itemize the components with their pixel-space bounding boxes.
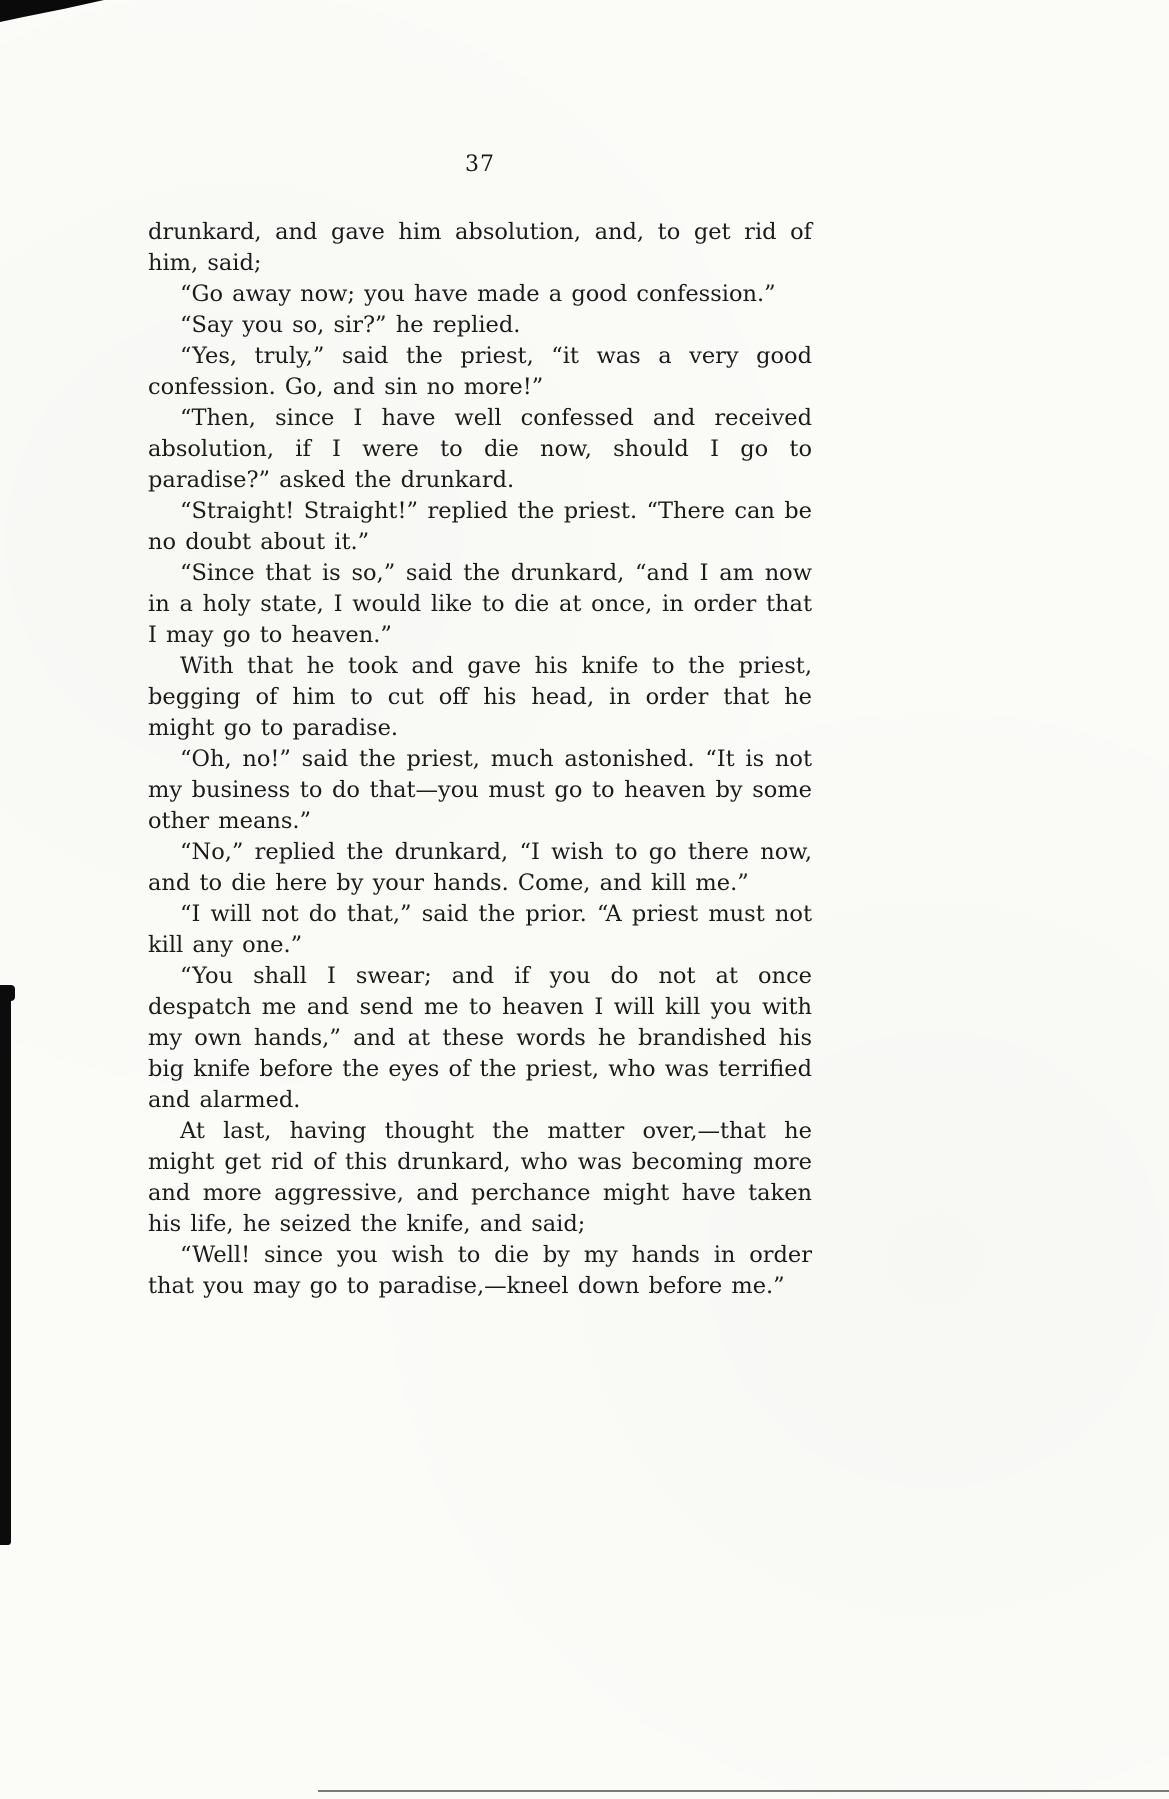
page-number: 37 [465,152,495,177]
paragraph: “Say you so, sir?” he replied. [180,312,521,338]
paragraph: drunkard, and gave him absolution, and, to get rid of him, said; [148,219,812,276]
paragraph: “Yes, truly,” said the priest, “it was a very good confession. Go, and sin no more!” [148,343,812,400]
paragraph: “Well! since you wish to die by my hands in order that you may go to paradise,—kneel down before me.” [148,1242,812,1299]
scan-artifact-bottom-rule [318,1790,1169,1792]
scan-artifact-corner [0,0,104,22]
paragraph: “Go away now; you have made a good confession.” [180,281,776,307]
paragraph: “Then, since I have well confessed and received absolution, if I were to die now, should I go to paradise?” asked the drunkard. [148,405,812,493]
paragraph: With that he took and gave his knife to the priest, begging of him to cut off his head, in order that he might go to paradise. [148,653,812,741]
paragraph: “No,” replied the drunkard, “I wish to go there now, and to die here by your hands. Come, and kill me.” [148,839,812,896]
paragraph: “I will not do that,” said the prior. “A priest must not kill any one.” [148,901,812,958]
paragraph: At last, having thought the matter over,—that he might get rid of this drunkard, who was becoming more and more aggressive, and perchance might have taken his life, he seized the knife, and said; [148,1118,812,1237]
text-column [148,152,812,1302]
paragraph: “Since that is so,” said the drunkard, “and I am now in a holy state, I would like to die at once, in order that I may go to heaven.” [148,560,812,648]
page-text [148,217,812,1302]
scan-artifact-edge-bar [0,985,11,1545]
paragraph: “Oh, no!” said the priest, much astonished. “It is not my business to do that—you must go to heaven by some other means.” [148,746,812,834]
paragraph: “Straight! Straight!” replied the priest. “There can be no doubt about it.” [148,498,812,555]
paragraph: “You shall I swear; and if you do not at once despatch me and send me to heaven I will kill you with my own hands,” and at these words he brandished his big knife before the eyes of the priest, who was terrified and alarmed. [148,963,812,1113]
